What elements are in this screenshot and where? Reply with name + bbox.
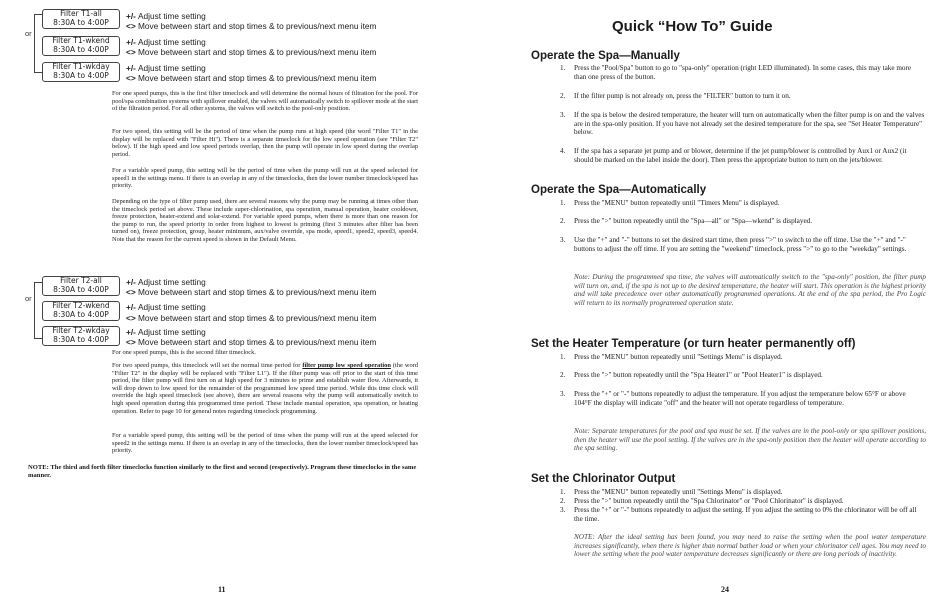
label-text: Move between start and stop times & to previous/next menu item [138,73,377,83]
body-paragraph: For one speed pumps, this is the first filter timeclock and will determine the normal hours of filtration for the pool. For pool/spa combination systems with spillover enabled, the valves will automatically switch to spillover mode at the start of the filtration period. For all other systems, the valves will switch to the pool-only position. [112,90,418,113]
plus-minus-icon: +/- [126,11,136,21]
lcd-line: Filter T1-all [60,9,102,18]
label-text: Adjust time setting [138,277,206,287]
label-text: Adjust time setting [138,327,206,337]
adjust-label [126,63,206,73]
lcd-line: Filter T2-wkday [52,326,110,335]
or-label: or [25,294,32,303]
lcd-line: Filter T1-wkday [52,62,110,71]
step-item [560,236,925,253]
step-item [560,64,925,81]
lcd-display [42,62,120,82]
step-number: 2. [560,217,566,225]
lcd-line: Filter T2-wkend [52,301,110,310]
label-text: Move between start and stop times & to previous/next menu item [138,287,377,297]
step-number: 1. [560,64,566,72]
lcd-line: 8:30A to 4:00P [53,334,109,344]
step-text: Press the "MENU" button repeatedly until "Settings Menu" is displayed. [574,488,783,496]
step-number: 3. [560,236,566,244]
lcd-display [42,9,120,29]
step-number: 3. [560,506,566,514]
page-title: Quick “How To” Guide [612,18,773,35]
step-text: Press the ">" button repeatedly until the "Spa Heater1" or "Pool Heater1" is displayed. [574,371,823,379]
step-text: If the filter pump is not already on, press the "FILTER" button to turn it on. [574,92,791,100]
adjust-label [126,327,206,337]
step-item [560,147,925,164]
step-item [560,353,925,362]
lcd-display [42,301,120,321]
step-item [560,371,925,380]
step-item [560,92,925,101]
move-label [126,21,376,31]
adjust-label [126,11,206,21]
page-number: 11 [218,585,226,594]
adjust-label [126,277,206,287]
move-label [126,47,376,57]
or-label: or [25,29,32,38]
label-text: Move between start and stop times & to previous/next menu item [138,47,377,57]
step-text: Use the "+" and "-" buttons to set the desired start time, then press ">" to switch to the off time. Use the "+" and "-" buttons to adjust the off time. If you are setting the "weekend" timeclock, press ">" to go to the "weekday" settings. [574,236,907,253]
body-paragraph: For a variable speed pump, this setting will be the period of time when the pump will run at the speed selected for speed2 in the settings menu. If there is an overlap in any of the timeclocks, then the lower number timeclock/speed has priority. [112,432,418,455]
arrows-icon: <> [126,73,136,83]
arrows-icon: <> [126,287,136,297]
plus-minus-icon: +/- [126,277,136,287]
underlined-text: filter pump low speed operation [302,362,391,369]
label-text: Adjust time setting [138,11,206,21]
step-text: Press the ">" button repeatedly until the "Spa Chlorinator" or "Pool Chlorinator" is displayed. [574,497,844,505]
lcd-display [42,36,120,56]
body-paragraph: For one speed pumps, this is the second filter timeclock. [112,349,256,356]
step-number: 4. [560,147,566,155]
step-text: If the spa has a separate jet pump and or blower, determine if the jet pump/blower is controlled by Aux1 or Aux2 (it should be marked on the label inside the door). Then press the appropriate button to turn on the jets/blower. [574,147,907,164]
section-heading: Set the Heater Temperature (or turn heater permanently off) [531,338,856,350]
step-number: 1. [560,353,566,361]
step-text: Press the "+" or "-" buttons repeatedly to adjust the temperature. If you adjust the temperature below 65°F or above 104°F the display will indicate "off" and the heater will not operate regardless of temperature. [574,390,906,407]
note-paragraph: NOTE: The third and forth filter timeclocks function similarly to the first and second (respectively). Program these timeclocks in the same manner. [28,464,417,479]
step-number: 3. [560,390,566,398]
arrows-icon: <> [126,47,136,57]
step-number: 1. [560,199,566,207]
step-text: If the spa is below the desired temperature, the heater will turn on automatically when the filter pump is on and the valves are in the spa-only position. If you have not already set the desired temperature for the spa, see "Set Heater Temperature" below. [574,111,925,137]
move-label [126,337,376,347]
section-heading: Operate the Spa—Manually [531,50,680,62]
lcd-line: 8:30A to 4:00P [53,309,109,319]
body-paragraph: For a variable speed pump, this setting will be the period of time when the pump will run at the speed selected for speed1 in the settings menu. If there is an overlap in any of the timeclocks, then the lower number timeclock/speed has priority. [112,167,418,190]
label-text: Move between start and stop times & to previous/next menu item [138,337,377,347]
move-label [126,287,376,297]
lcd-line: 8:30A to 4:00P [53,70,109,80]
label-text: Move between start and stop times & to previous/next menu item [138,313,377,323]
label-text: Adjust time setting [138,302,206,312]
step-text: Press the ">" button repeatedly until the "Spa—all" or "Spa—wkend" is displayed. [574,217,813,225]
step-text: Press the "Pool/Spa" button to go to "spa-only" operation (right LED illuminated). In some cases, this may take more than one press of the button. [574,64,912,81]
or-bracket [34,282,42,339]
step-number: 2. [560,92,566,100]
step-item [560,497,925,506]
lcd-line: 8:30A to 4:00P [53,44,109,54]
note-paragraph: NOTE: After the ideal setting has been found, you may need to raise the setting when the pool water temperature increases significantly, when there is higher than normal bather load or when your chlorinator cell ages. You may need to lower the setting when the pool water temperature decreases significantly or there are long periods of inactivity. [574,533,926,559]
lcd-line: 8:30A to 4:00P [53,284,109,294]
adjust-label [126,302,206,312]
step-item [560,390,925,407]
body-paragraph [112,362,418,415]
step-text: Press the "MENU" button repeatedly until "Timers Menu" is displayed. [574,199,780,207]
lcd-line: Filter T1-wkend [52,36,110,45]
lcd-display [42,326,120,346]
label-text: Move between start and stop times & to previous/next menu item [138,21,377,31]
text-run: (the word "Filter T2" in the display will be replaced with "Filter L1"). If the filter pump was off prior to the start of this time period, the filter pump will first turn on at high speed for 3 minutes to prime and establish water flow. Afterwards, it will drop down to low speed for the remainder of the programmed low speed time period. While this time clock will override the high speed timeclock (see above), there are several reasons why the pump will automatically switch to high speed operation during this programmed time period. These include manual operation, spa operation, or heating operation. Refer to page 10 for general notes regarding timeclock programming. [112,362,418,415]
step-number: 1. [560,488,566,496]
body-paragraph: For two speed, this setting will be the period of time when the pump runs at high speed (the word "Filter T1" in the display will be replaced with "Filter Hi"). There is a separate timeclock for the low speed operation (see "Filter T2" below). If the high speed and low speed periods overlap, then the pump will operate in low speed during the overlap period. [112,128,418,158]
step-number: 3. [560,111,566,119]
arrows-icon: <> [126,21,136,31]
step-item [560,506,925,523]
page-number: 24 [721,585,729,594]
adjust-label [126,37,206,47]
plus-minus-icon: +/- [126,327,136,337]
note-paragraph: Note: During the programmed spa time, the valves will automatically switch to the "spa-only" position, the filter pump will turn on, and, if the spa is not up to the desired temperature, the heater will start. This operation is the highest priority and will take precedence over other automatically programmed operations. At the end of the spa period, the Pro Logic will return to its normally programmed operation state. [574,273,926,307]
label-text: Adjust time setting [138,37,206,47]
step-item [560,488,925,497]
step-item [560,111,925,137]
plus-minus-icon: +/- [126,37,136,47]
step-text: Press the "MENU" button repeatedly until "Settings Menu" is displayed. [574,353,783,361]
body-paragraph: Depending on the type of filter pump used, there are several reasons why the pump may be running at times other than the timeclock period set above. These include super-chlorination, spa operation, manual operation, heater cooldown, freeze protection, heater-extend and solar-extend. For variable speed pumps, when there is more than one reason for the pump to run, the speed priority in order from highest to lowest is priming (first 3 minutes after filter has been turned on), freeze protection, group, heater minimum, aux/valve override, spa mode, speed1, speed2, speed3, speed4. Note that the reason for the current speed is shown in the Default Menu. [112,198,418,243]
text-run: For two speed pumps, this timeclock will set the normal time period for [112,362,303,369]
label-text: Adjust time setting [138,63,206,73]
section-heading: Set the Chlorinator Output [531,473,676,485]
note-paragraph: Note: Separate temperatures for the pool and spa must be set. If the valves are in the pool-only or spa spillover positions, then the heater will use the pool setting. If the valves are in the spa-only position then the heater will operate according to the spa setting. [574,427,926,453]
plus-minus-icon: +/- [126,63,136,73]
lcd-display [42,276,120,296]
lcd-line: Filter T2-all [60,276,102,285]
arrows-icon: <> [126,313,136,323]
step-number: 2. [560,371,566,379]
step-text: Press the "+" or "-" buttons repeatedly to adjust the setting. If you adjust the setting to 0% the chlorinator will be off all the time. [574,506,917,523]
step-item [560,217,925,226]
lcd-line: 8:30A to 4:00P [53,17,109,27]
step-number: 2. [560,497,566,505]
arrows-icon: <> [126,337,136,347]
section-heading: Operate the Spa—Automatically [531,184,707,196]
step-item [560,199,925,208]
move-label [126,313,376,323]
move-label [126,73,376,83]
plus-minus-icon: +/- [126,302,136,312]
or-bracket [34,14,42,73]
